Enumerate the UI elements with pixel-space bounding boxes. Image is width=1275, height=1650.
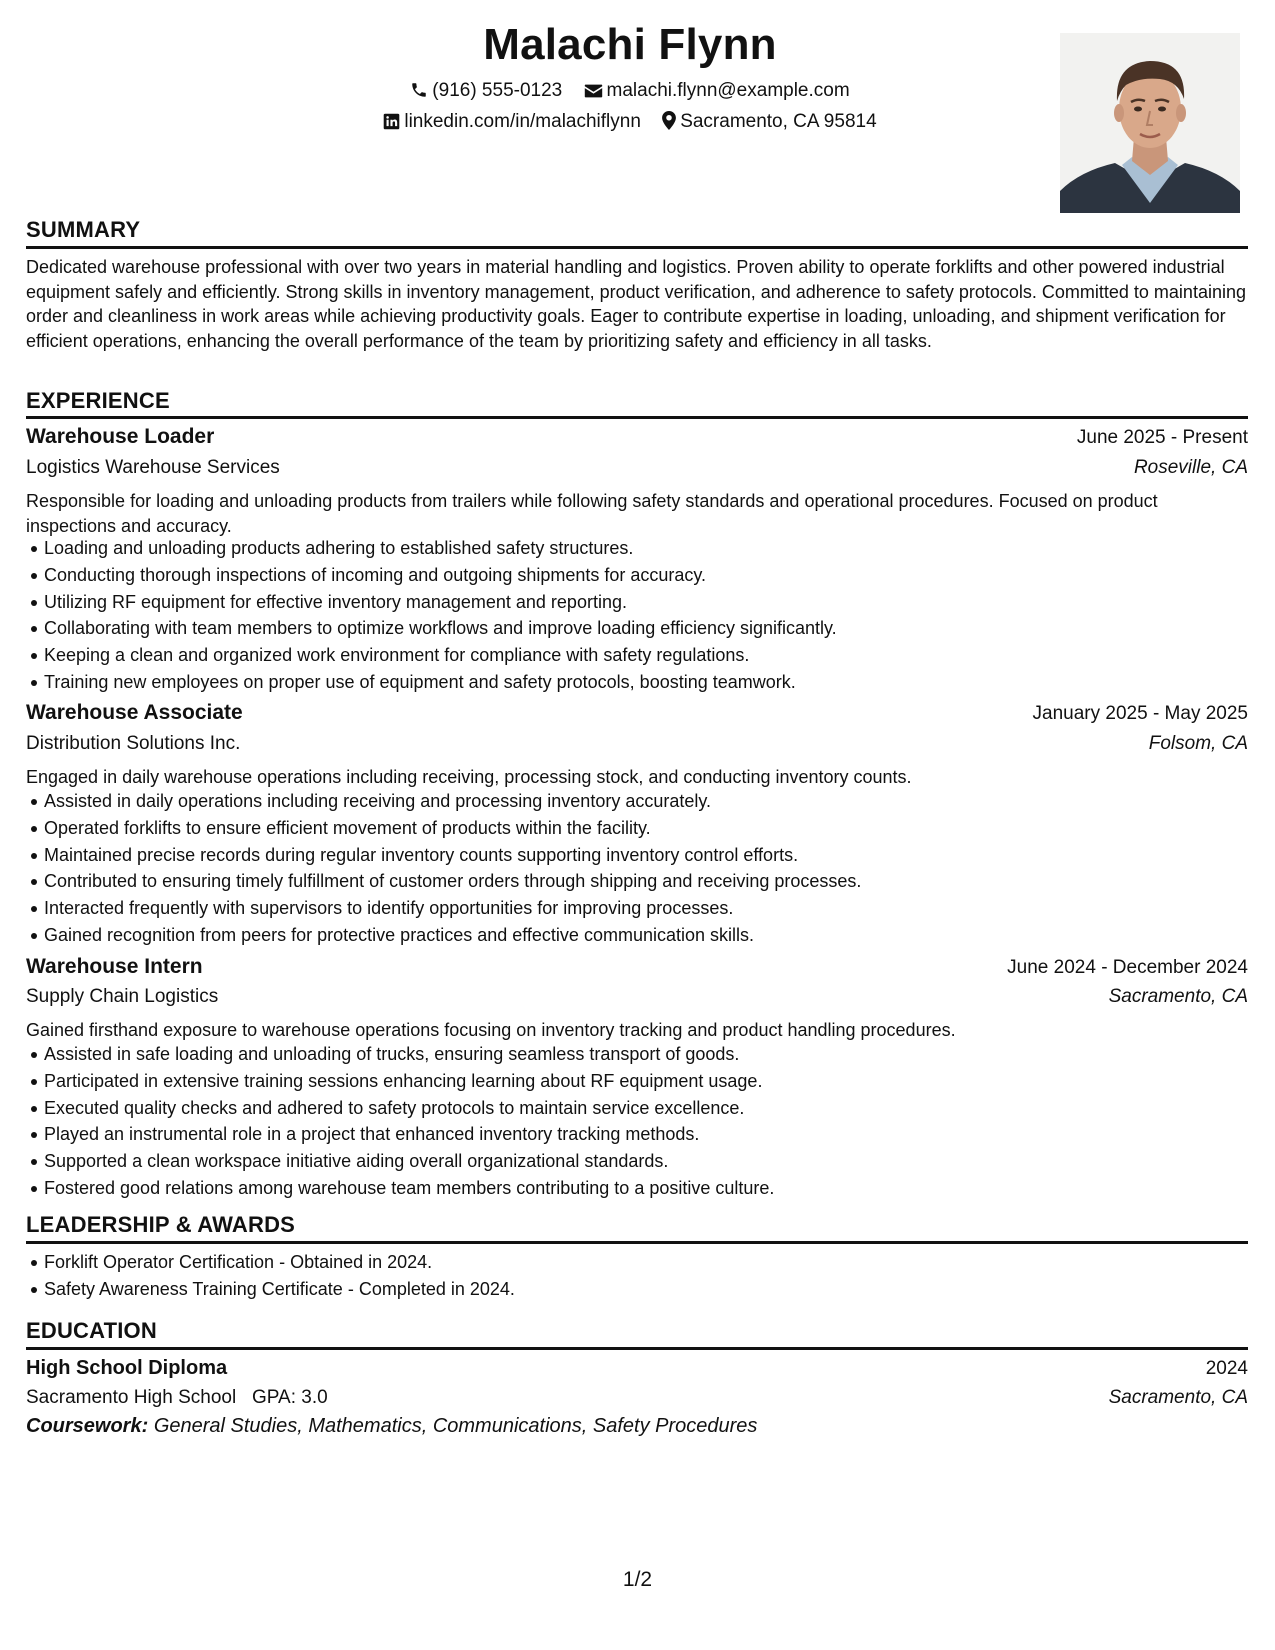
- email-text: malachi.flynn@example.com: [606, 80, 850, 101]
- school-name: Sacramento High School: [26, 1387, 237, 1408]
- bullet-item: Contributed to ensuring timely fulfillment of customer orders through shipping and receiving processes.: [26, 869, 1248, 896]
- location-text: Sacramento, CA 95814: [680, 111, 877, 132]
- experience-heading: EXPERIENCE: [26, 388, 170, 413]
- education-heading: EDUCATION: [26, 1318, 157, 1343]
- phone-icon: [410, 81, 428, 99]
- map-pin-icon: [662, 111, 676, 130]
- phone-text: (916) 555-0123: [432, 80, 563, 101]
- job-location: Roseville, CA: [1133, 457, 1248, 478]
- school-location: Sacramento, CA: [1108, 1387, 1248, 1408]
- job-dates: January 2025 - May 2025: [1032, 703, 1248, 724]
- job-location: Sacramento, CA: [1108, 986, 1248, 1007]
- bullet-item: Gained recognition from peers for protective practices and effective communication skills.: [26, 923, 1248, 950]
- coursework-line: [26, 1415, 757, 1438]
- job-title: Warehouse Associate: [26, 701, 243, 724]
- summary-heading: SUMMARY: [26, 217, 141, 242]
- job-description: Engaged in daily warehouse operations including receiving, processing stock, and conducting inventory counts.: [26, 767, 912, 787]
- location-contact: [662, 111, 876, 133]
- linkedin-contact[interactable]: [383, 111, 641, 133]
- job-description: Gained firsthand exposure to warehouse operations focusing on inventory tracking and product handling procedures.: [26, 1020, 956, 1040]
- bullet-item: Loading and unloading products adhering to established safety structures.: [26, 536, 1248, 563]
- job-bullets: [26, 536, 1248, 697]
- degree-title: High School Diploma: [26, 1357, 228, 1379]
- bullet-item: Collaborating with team members to optimize workflows and improve loading efficiency significantly.: [26, 616, 1248, 643]
- award-item: Forklift Operator Certification - Obtained in 2024.: [26, 1250, 1248, 1277]
- education-divider: [26, 1347, 1248, 1350]
- job-dates: June 2024 - December 2024: [1007, 957, 1248, 978]
- job-dates: June 2025 - Present: [1076, 427, 1248, 448]
- coursework-text: General Studies, Mathematics, Communications, Safety Procedures: [153, 1415, 758, 1437]
- awards-list: [26, 1250, 1248, 1304]
- experience-divider: [26, 416, 1248, 419]
- coursework-label: Coursework:: [26, 1415, 149, 1437]
- summary-divider: [26, 246, 1248, 249]
- bullet-item: Operated forklifts to ensure efficient movement of products within the facility.: [26, 816, 1248, 843]
- bullet-item: Keeping a clean and organized work environment for compliance with safety regulations.: [26, 643, 1248, 670]
- profile-photo: [1060, 33, 1240, 213]
- bullet-item: Supported a clean workspace initiative aiding overall organizational standards.: [26, 1149, 1248, 1176]
- linkedin-icon: [383, 113, 400, 130]
- bullet-item: Executed quality checks and adhered to safety protocols to maintain service excellence.: [26, 1096, 1248, 1123]
- phone-contact: [410, 80, 562, 102]
- bullet-item: Assisted in daily operations including receiving and processing inventory accurately.: [26, 789, 1248, 816]
- job-title: Warehouse Loader: [26, 425, 215, 448]
- page-number: 1/2: [622, 1568, 653, 1591]
- bullet-item: Maintained precise records during regular inventory counts supporting inventory control efforts.: [26, 843, 1248, 870]
- summary-text: Dedicated warehouse professional with over two years in material handling and logistics. Proven ability to operate forklifts and other powered industrial equipment safely and efficiently. Strong skills in inventory management, product verification, and adherence to safety protocols. Committed to maintaining order and cleanliness in work areas while achieving productivity goals. Eager to contribute expertise in loading, unloading, and shipment verification for efficient operations, enhancing the overall performance of the team by prioritizing safety and efficiency in all tasks.: [26, 257, 1246, 351]
- bullet-item: Conducting thorough inspections of incoming and outgoing shipments for accuracy.: [26, 563, 1248, 590]
- bullet-item: Participated in extensive training sessions enhancing learning about RF equipment usage.: [26, 1069, 1248, 1096]
- gpa: GPA: 3.0: [252, 1387, 328, 1408]
- bullet-item: Training new employees on proper use of equipment and safety protocols, boosting teamwork.: [26, 670, 1248, 697]
- school-line: [26, 1387, 328, 1409]
- envelope-icon: [584, 83, 603, 99]
- bullet-item: Interacted frequently with supervisors to identify opportunities for improving processes.: [26, 896, 1248, 923]
- bullet-item: Played an instrumental role in a project that enhanced inventory tracking methods.: [26, 1122, 1248, 1149]
- graduation-year: 2024: [1205, 1358, 1248, 1379]
- candidate-name: Malachi Flynn: [483, 20, 777, 69]
- email-contact[interactable]: [584, 80, 850, 102]
- award-item: Safety Awareness Training Certificate - Completed in 2024.: [26, 1277, 1248, 1304]
- awards-heading: LEADERSHIP & AWARDS: [26, 1212, 296, 1237]
- awards-divider: [26, 1241, 1248, 1244]
- linkedin-text: linkedin.com/in/malachiflynn: [404, 111, 641, 132]
- bullet-item: Utilizing RF equipment for effective inventory management and reporting.: [26, 590, 1248, 617]
- job-description: Responsible for loading and unloading products from trailers while following safety standards and operational procedures. Focused on product inspections and accuracy.: [26, 491, 1158, 536]
- job-bullets: [26, 1042, 1248, 1203]
- job-company: Logistics Warehouse Services: [26, 457, 280, 478]
- bullet-item: Fostered good relations among warehouse team members contributing to a positive culture.: [26, 1176, 1248, 1203]
- job-company: Supply Chain Logistics: [26, 986, 219, 1007]
- job-bullets: [26, 789, 1248, 950]
- job-company: Distribution Solutions Inc.: [26, 733, 241, 754]
- job-location: Folsom, CA: [1148, 733, 1248, 754]
- job-title: Warehouse Intern: [26, 955, 203, 978]
- bullet-item: Assisted in safe loading and unloading of trucks, ensuring seamless transport of goods.: [26, 1042, 1248, 1069]
